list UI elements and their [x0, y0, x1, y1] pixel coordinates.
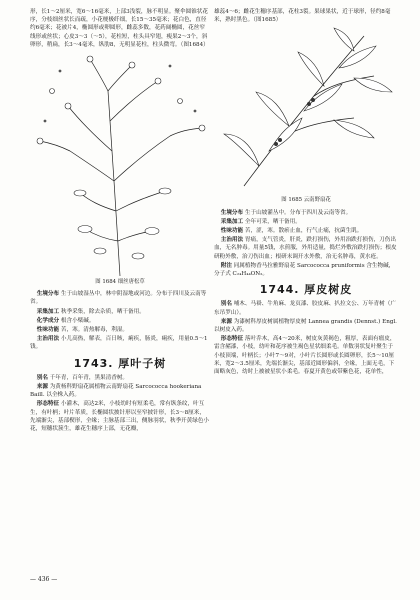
right-alias-label: 别名: [220, 301, 232, 308]
entry-1743-title: 1743. 厚叶子树: [73, 356, 167, 370]
right-morphology-label: 形态特征: [220, 336, 244, 343]
right-collection-text: 全年可采，晒干备用。: [244, 218, 301, 225]
morphology-text: 小灌木，高达2米，小枝幼时有短柔毛，常有纵条纹，叶互生，有叶柄；叶片革质，长椭圆状披针形以至窄披针形，长3～8厘米，先端渐尖，基部楔形，全缘；主脉基部三出，侧脉羽状，秋季开黄绿色小花，短穗状簇生，雄花生穗序上部，无花瓣，: [30, 401, 210, 433]
morphology-label: 形态特征: [36, 401, 60, 408]
right-collection-label: 采集加工: [220, 218, 244, 225]
figure-1685-caption: 图 1685 云南野扇花: [281, 197, 331, 204]
right-properties-label: 性味功能: [220, 228, 244, 235]
habitat-section: [30, 290, 210, 306]
source-section: [30, 383, 210, 399]
entry-1744-title: 1744. 厚皮树皮: [259, 283, 353, 297]
right-usage-text: 胃痛，支气管炎，肝炎，跌打损伤，外用治跌打损伤，刀伤出血，无名肿毒。用量5钱，水煎服，外用适量，捣烂外敷治跌打损伤；根皮研粉外敷，治刀伤出血；根研末调开水外敷，治无名肿毒，黄水疮。: [214, 237, 397, 260]
figure-1685: [214, 26, 398, 204]
right-collection-section: [214, 218, 398, 226]
right-note-label: 附注: [220, 262, 232, 269]
properties-label: 性味功能: [36, 327, 60, 334]
chemistry-text: 根含小檗碱。: [60, 317, 95, 324]
right-usage-label: 主治用法: [220, 237, 244, 244]
habitat-label: 生境分布: [36, 291, 60, 298]
right-alias-text: 哺木、马褂、牛角麻、龙页漆、胶皮麻、扒拉文公、万年青树（广东吊罗山）。: [214, 301, 396, 316]
collection-label: 采集加工: [36, 308, 60, 315]
collection-section: [30, 308, 210, 316]
figure-1684-caption: 图 1684 细丝唐松草: [95, 279, 145, 286]
alias-section: [30, 374, 210, 382]
alias-text: 千年青，百年青，黑果清香树。: [49, 374, 129, 381]
right-source-label: 来源: [220, 318, 232, 325]
figure-1684: [30, 51, 210, 286]
right-note-text: 同属植物香马拉雅野扇花 Sarcococca pruniformis 含生物碱，分子式 C₂₄H₄₄ON₂。: [214, 262, 395, 278]
usage-section: [30, 335, 210, 351]
properties-section: [30, 326, 210, 334]
right-column: [214, 8, 398, 377]
usage-text: 小儿高热，解表，百日咳，痢疾，肠炎，痢疾，用量0.5～1钱。: [30, 336, 208, 351]
right-habitat-section: [214, 209, 398, 217]
chemistry-section: [30, 317, 210, 325]
source-text: 为黄杨科野扇花属植物云南野扇花 Sarcococca hookeriana Baill. 以全株入药。: [30, 384, 202, 399]
right-properties-text: 苦，涩，寒。散瘀止血，行气止痛，抗菌生肌。: [244, 228, 363, 235]
alias-label: 别名: [36, 374, 48, 381]
usage-label: 主治用法: [36, 336, 60, 343]
morphology-section: [30, 400, 210, 433]
right-alias-section: [214, 300, 398, 316]
chemistry-label: 化学成分: [36, 317, 60, 324]
source-label: 来源: [36, 384, 48, 391]
right-usage-section: [214, 236, 398, 261]
right-note-section: [214, 262, 398, 278]
habitat-text: 生于山坡湿丛中，林中阴湿地或河边。分布于四川及云南等省。: [30, 291, 207, 306]
right-intro-paragraph: 雄蕊4～6；雌花生穗序基部，花柱3裂。果球果状，近于球形，径约8毫米，熟时黑色。（图1685）: [214, 9, 391, 24]
right-morphology-section: [214, 335, 398, 376]
right-habitat-label: 生境分布: [220, 209, 244, 216]
right-morphology-text: 落叶乔木，高4～20米，树皮灰黄褐色，粗厚，表面有瘤皮，雷含赭漆，小枝，幼叶和花序被生褐色星状细柔毛。单数羽状复叶聚生于小枝顶端，叶柄长；小叶7～9对，小叶片长圆形或长圆卵形，长5～10厘米，宽2～3.5厘米，先端长渐尖，基部近圆形偏斜，全缘，上面无毛，下面略灰色，幼时上被被星状小柔毛。春夏开黄色或带紫色花，花单性，: [214, 336, 396, 376]
left-intro-paragraph: 形，长1～2厘米，宽6～16毫米，上部3浅裂，脉不明显。聚伞圆锥状花序，分枝细丝状长而疏，小花梗极纤细，长15～35毫米；花白色，直径约6毫米；花被片4，椭圆形或卵圆形，雌蕊多数，花药阔椭圆，花丝窄线形或丝状；心皮3～3（～5），花柱短，柱头具窄翅，瘦果2～3个，斜卵形，稍扁，长3～4毫米，纵肋8，无明显花柱，柱头微弯。（图1684）: [30, 9, 209, 48]
collection-text: 秋季采集，除去杂质，晒干备用。: [60, 308, 145, 315]
left-column: [30, 8, 210, 434]
right-source-section: [214, 318, 398, 334]
right-habitat-text: 生于山坡灌丛中。分布于四川及云南等省。: [244, 209, 352, 216]
right-properties-section: [214, 227, 398, 235]
right-source-text: 为漆树科厚皮树属植物厚皮树 Lannea grandis (Dennst.) Engl. 以树皮入药。: [214, 318, 397, 334]
sarcococca-illustration: [214, 26, 398, 194]
page-number: — 436 —: [30, 576, 58, 583]
properties-text: 苦，寒。清热解毒，利湿。: [60, 327, 129, 334]
thalictrum-illustration: [30, 51, 210, 276]
